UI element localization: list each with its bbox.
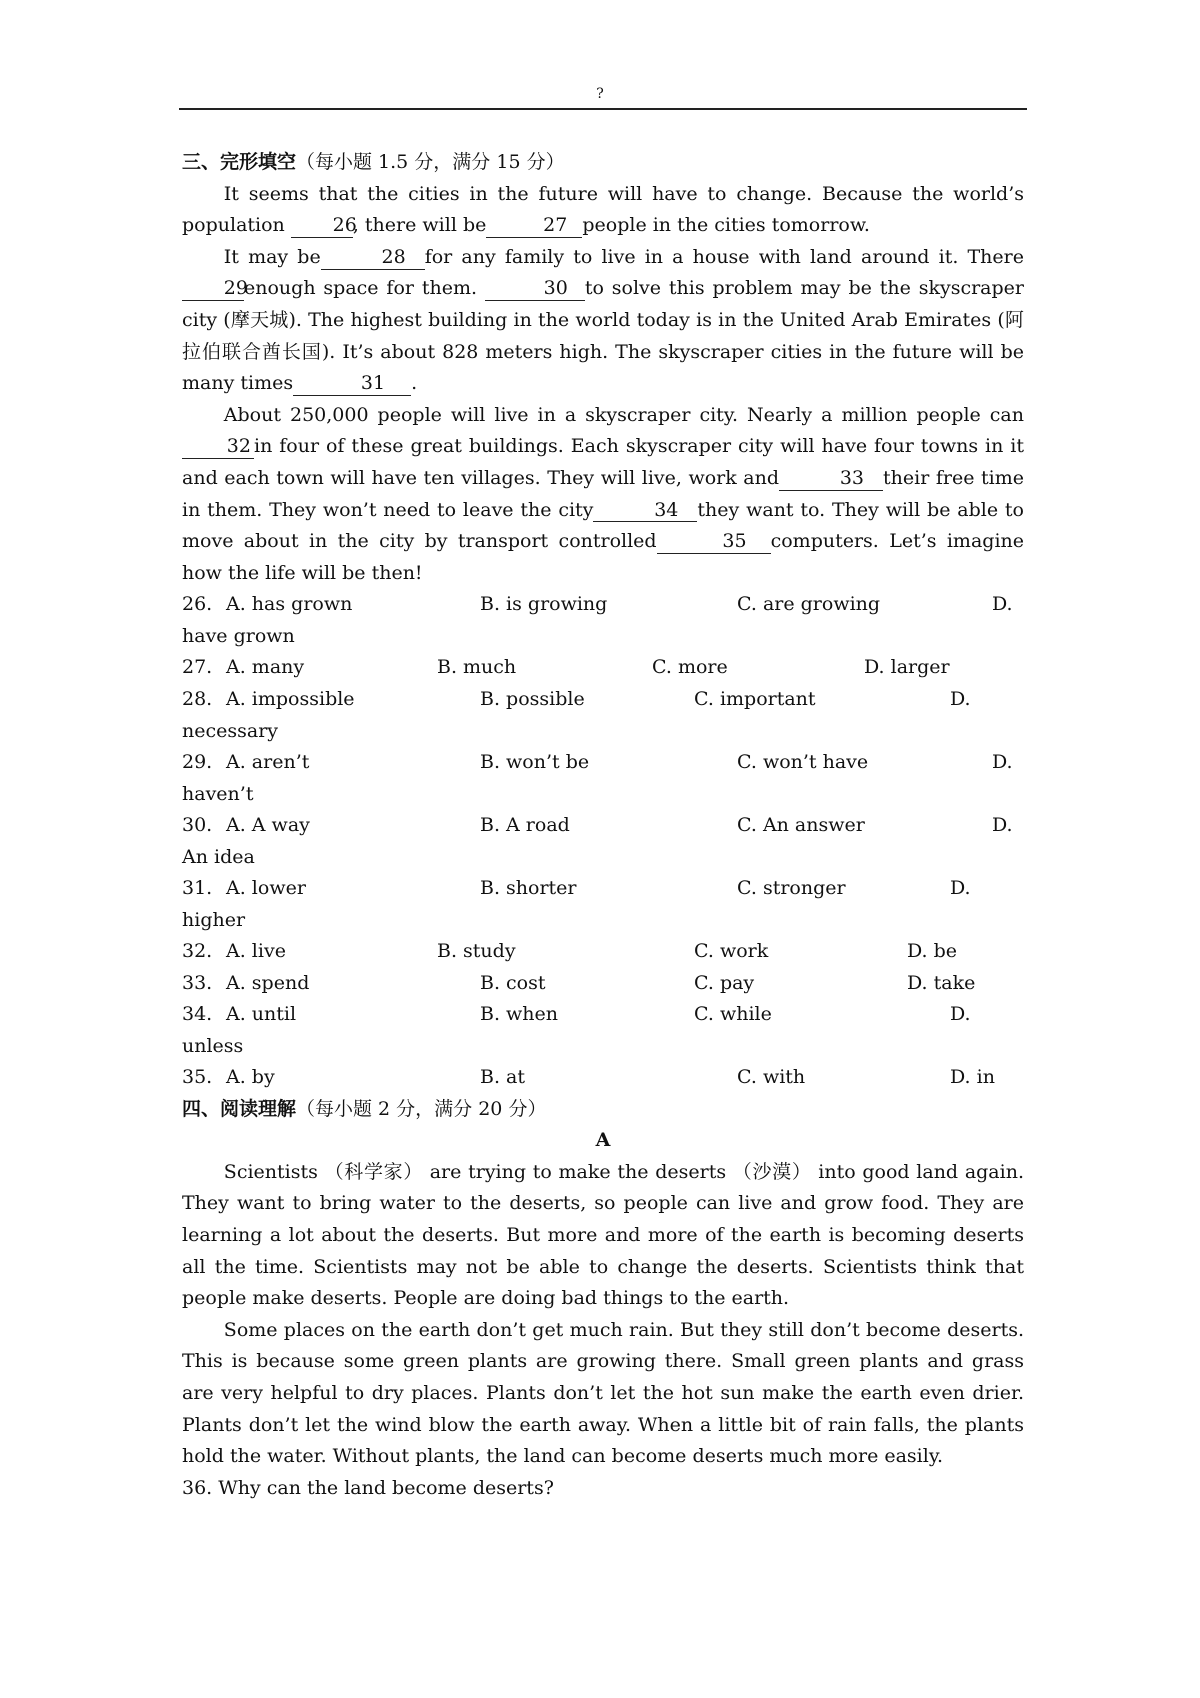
- question-29: [182, 747, 1024, 810]
- question-number: 34.: [182, 1003, 213, 1026]
- cloze-paragraph-1: [182, 179, 1024, 242]
- option-d-text: have grown: [182, 624, 295, 647]
- cloze-heading: [182, 147, 1024, 179]
- option-a: A. aren’t: [226, 750, 310, 773]
- option-a: A. spend: [226, 971, 310, 994]
- option-c: C. won’t have: [737, 750, 869, 773]
- option-a: A. by: [226, 1066, 275, 1089]
- option-d-text: necessary: [182, 719, 279, 742]
- option-d: D.: [950, 1003, 971, 1026]
- option-a: A. A way: [226, 813, 310, 836]
- question-35: [182, 1062, 1024, 1094]
- passage-label: A: [595, 1129, 611, 1152]
- blank-27: 27: [486, 215, 582, 238]
- question-36: 36. Why can the land become deserts?: [182, 1476, 554, 1499]
- option-b: B. study: [437, 939, 516, 962]
- question-number: 35.: [182, 1066, 213, 1089]
- question-number: 31.: [182, 876, 213, 899]
- reading-paragraph-1: Scientists （科学家） are trying to make the deserts （沙漠） into good land again. They want to bring water to the deserts, so people can live and grow food. They are learning a lot about the deserts. But more and more of the earth is becoming deserts all the time. Scientists may not be able to change the deserts. Scientists think that people make deserts. People are doing bad things to the earth.: [182, 1160, 1024, 1310]
- reading-paragraph-2: Some places on the earth don’t get much rain. But they still don’t become deserts. This is because some green plants are growing there. Small green plants and grass are very helpful to dry places. Plants don’t let the hot sun make the earth even drier. Plants don’t let the wind blow the earth away. When a little bit of rain falls, the plants hold the water. Without plants, the land can become deserts much more easily.: [182, 1318, 1024, 1468]
- question-number: 33.: [182, 971, 213, 994]
- option-b: B. A road: [480, 813, 570, 836]
- option-a: A. live: [226, 939, 286, 962]
- option-a: A. many: [226, 656, 305, 679]
- text: It may be: [223, 245, 321, 268]
- reading-note: （每小题 2 分，满分 20 分）: [296, 1097, 547, 1120]
- text: It seems that the cities in the future will have to change. Because the world’s population: [182, 182, 1024, 237]
- option-d: D.: [992, 750, 1013, 773]
- option-d: D. in: [950, 1066, 995, 1089]
- reading-title: 四、阅读理解: [182, 1097, 297, 1120]
- blank-28: 28: [321, 247, 425, 270]
- header-mark: ?: [596, 86, 604, 102]
- option-b: B. much: [437, 656, 517, 679]
- option-a: A. impossible: [226, 687, 355, 710]
- question-number: 27.: [182, 656, 213, 679]
- option-d-text: haven’t: [182, 782, 254, 805]
- option-d: D. be: [907, 939, 958, 962]
- question-number: 29.: [182, 750, 213, 773]
- cloze-paragraph-3: [182, 400, 1024, 590]
- option-c: C. An answer: [737, 813, 865, 836]
- question-number: 30.: [182, 813, 213, 836]
- option-c: C. important: [694, 687, 816, 710]
- question-28: [182, 684, 1024, 747]
- question-33: [182, 968, 1024, 1000]
- option-a: A. until: [226, 1003, 297, 1026]
- option-a: A. has grown: [226, 593, 353, 616]
- option-b: B. is growing: [480, 593, 608, 616]
- text: people in the cities tomorrow.: [582, 214, 870, 237]
- option-c: C. while: [694, 1003, 772, 1026]
- option-b: B. shorter: [480, 876, 577, 899]
- question-27: [182, 652, 1024, 684]
- text: in four of these great buildings. Each skyscraper city will have four towns in it and each town will have ten villages. They will live, work and: [182, 435, 1024, 489]
- text: their free time in them. They won’t need to leave the city: [182, 466, 1025, 521]
- reading-heading: [182, 1094, 1024, 1126]
- option-c: C. pay: [694, 971, 755, 994]
- blank-26: 26: [291, 215, 353, 238]
- blank-29: 29: [182, 278, 244, 301]
- question-34: [182, 999, 1024, 1062]
- option-c: C. more: [652, 656, 728, 679]
- option-d-text: higher: [182, 908, 246, 931]
- text: for any family to live in a house with land around it. There: [424, 245, 1024, 268]
- option-d: D.: [992, 813, 1013, 836]
- text: they want to. They will be able to move about in the city by transport controlled: [182, 498, 1024, 553]
- blank-30: 30: [485, 278, 585, 301]
- blank-35: 35: [657, 531, 771, 554]
- blank-33: 33: [779, 468, 883, 491]
- text: , there will be: [352, 214, 487, 237]
- option-c: C. with: [737, 1066, 806, 1089]
- option-b: B. cost: [480, 971, 546, 994]
- cloze-paragraph-2: [182, 242, 1024, 400]
- option-d-text: unless: [182, 1034, 244, 1057]
- option-d: D.: [950, 687, 971, 710]
- option-c: C. stronger: [737, 876, 846, 899]
- cloze-title: 三、完形填空: [182, 151, 297, 173]
- question-26: [182, 589, 1024, 652]
- option-d: D.: [992, 593, 1013, 616]
- option-c: C. work: [694, 939, 769, 962]
- option-d: D. take: [907, 971, 976, 994]
- option-b: B. when: [480, 1003, 559, 1026]
- text: computers. Let’s imagine how the life will be then!: [182, 530, 1024, 584]
- blank-32: 32: [182, 436, 254, 459]
- option-d: D. larger: [864, 656, 950, 679]
- question-32: [182, 936, 1024, 968]
- text: About 250,000 people will live in a skyscraper city. Nearly a million people can: [223, 403, 1024, 426]
- question-31: [182, 873, 1024, 936]
- question-number: 28.: [182, 687, 213, 710]
- exam-content: [182, 147, 1024, 1504]
- option-d-text: An idea: [182, 845, 255, 868]
- text: to solve this problem may be the skyscraper city (摩天城). The highest building in the world today is in the United Arab Emirates (阿拉伯联合酋长国). It’s about 828 meters high. The skyscraper cities in the future will be many times: [182, 277, 1024, 395]
- text: .: [411, 372, 418, 395]
- text: enough space for them.: [244, 277, 485, 300]
- option-c: C. are growing: [737, 593, 881, 616]
- blank-31: 31: [293, 373, 411, 396]
- header-rule: [179, 108, 1027, 110]
- question-number: 32.: [182, 939, 213, 962]
- question-number: 26.: [182, 593, 213, 616]
- option-a: A. lower: [226, 876, 306, 899]
- option-b: B. won’t be: [480, 750, 590, 773]
- blank-34: 34: [593, 500, 697, 523]
- option-d: D.: [950, 876, 971, 899]
- option-b: B. at: [480, 1066, 526, 1089]
- cloze-note: （每小题 1.5 分，满分 15 分）: [296, 151, 565, 173]
- question-30: [182, 810, 1024, 873]
- option-b: B. possible: [480, 687, 585, 710]
